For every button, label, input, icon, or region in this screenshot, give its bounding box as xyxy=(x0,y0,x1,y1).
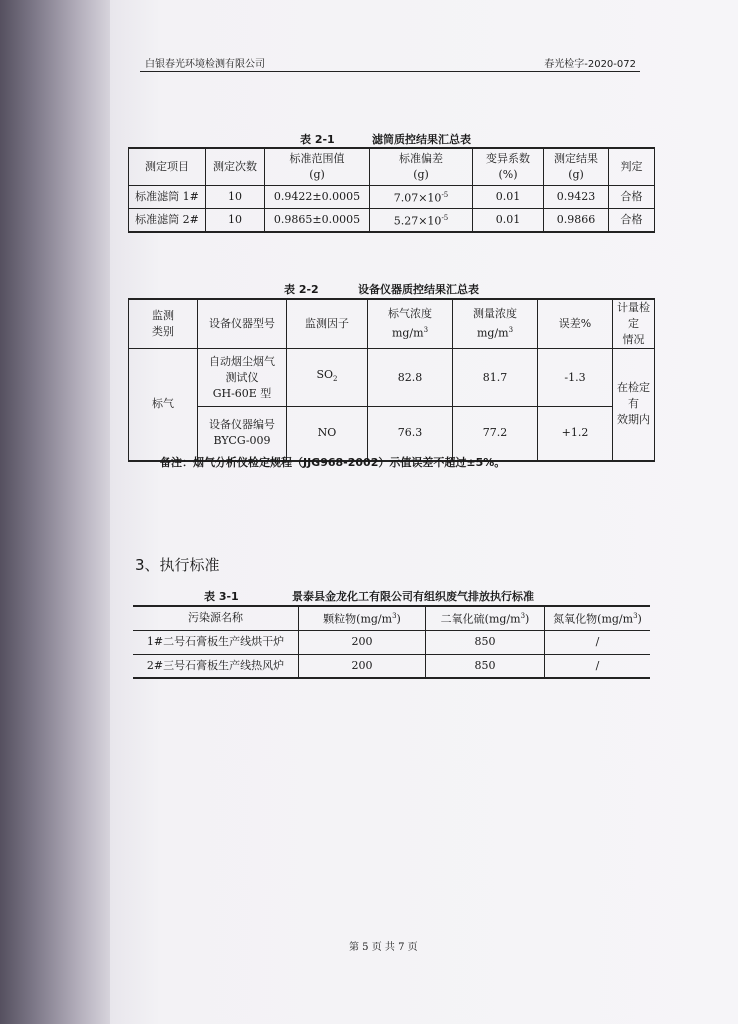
column-header: 标气浓度 $mg/m^3$ xyxy=(368,299,453,349)
calibration-cell: 在检定有 效期内 xyxy=(613,349,655,461)
table-cell: 10 xyxy=(206,209,265,232)
column-header: 标准偏差 (g) xyxy=(370,148,473,186)
table-row xyxy=(133,630,650,654)
column-header: 测定结果 (g) xyxy=(544,148,609,186)
device-number-cell: 设备仪器编号 BYCG-009 xyxy=(198,407,287,461)
table3-number: 表 3-1 xyxy=(204,590,239,603)
column-header: 标准范围值 (g) xyxy=(265,148,370,186)
device-model-cell: 自动烟尘烟气 测试仪 GH-60E 型 xyxy=(198,349,287,407)
table-row xyxy=(133,654,650,678)
table-cell: $SO_2$ xyxy=(287,349,368,407)
table1-title: 滤筒质控结果汇总表 xyxy=(372,133,471,146)
page-footer: 第 5 页 共 7 页 xyxy=(349,942,418,953)
table-header-row xyxy=(129,148,655,186)
emission-standard-table xyxy=(133,605,650,679)
document-number: 春光检字-2020-072 xyxy=(544,59,636,70)
section-title: 3、执行标准 xyxy=(135,556,220,574)
column-header: 二氧化硫$(mg/m^3)$ xyxy=(426,606,545,630)
table-row xyxy=(129,186,655,209)
table-note: 备注：烟气分析仪检定规程（JJG968-2002）示值误差不超过±5%。 xyxy=(160,456,506,469)
table-cell: 合格 xyxy=(609,209,655,232)
table3-title: 景泰县金龙化工有限公司有组织废气排放执行标准 xyxy=(292,590,534,603)
column-header: 测定项目 xyxy=(129,148,206,186)
table-cell: -1.3 xyxy=(538,349,613,407)
table-cell: 81.7 xyxy=(453,349,538,407)
table-cell: 0.9423 xyxy=(544,186,609,209)
table-cell: 76.3 xyxy=(368,407,453,461)
table-cell: 200 xyxy=(299,654,426,678)
column-header: 氮氧化物$(mg/m^3)$ xyxy=(545,606,651,630)
column-header: 颗粒物$(mg/m^3)$ xyxy=(299,606,426,630)
header-rule xyxy=(140,71,640,72)
column-header: 设备仪器型号 xyxy=(198,299,287,349)
category-cell: 标气 xyxy=(129,349,198,461)
table-cell: 0.9866 xyxy=(544,209,609,232)
column-header: 污染源名称 xyxy=(133,606,299,630)
table-row xyxy=(129,349,655,407)
column-header: 变异系数 (%) xyxy=(473,148,544,186)
table-header-row xyxy=(129,299,655,349)
table-cell: 0.9865±0.0005 xyxy=(265,209,370,232)
table1-number: 表 2-1 xyxy=(300,133,335,146)
table-cell: 850 xyxy=(426,630,545,654)
table-cell: 0.01 xyxy=(473,186,544,209)
book-spine-shadow xyxy=(0,0,112,1024)
table-cell: 标准滤筒 2# xyxy=(129,209,206,232)
table2-number: 表 2-2 xyxy=(284,283,319,296)
table-cell: $5.27\times 10^{-5}$ xyxy=(370,209,473,232)
column-header: 判定 xyxy=(609,148,655,186)
table-cell: $7.07\times 10^{-5}$ xyxy=(370,186,473,209)
table-row xyxy=(129,407,655,461)
table-row xyxy=(129,209,655,232)
page-header xyxy=(140,53,640,71)
table-cell: 10 xyxy=(206,186,265,209)
table-cell: / xyxy=(545,654,651,678)
table-cell: 2#三号石膏板生产线热风炉 xyxy=(133,654,299,678)
table2-title: 设备仪器质控结果汇总表 xyxy=(358,283,479,296)
table-cell: +1.2 xyxy=(538,407,613,461)
table-cell: NO xyxy=(287,407,368,461)
table-cell: 标准滤筒 1# xyxy=(129,186,206,209)
column-header: 计量检定 情况 xyxy=(613,299,655,349)
table-cell: 0.9422±0.0005 xyxy=(265,186,370,209)
column-header: 测量浓度 $mg/m^3$ xyxy=(453,299,538,349)
column-header: 监测 类别 xyxy=(129,299,198,349)
table-cell: / xyxy=(545,630,651,654)
column-header: 监测因子 xyxy=(287,299,368,349)
column-header: 测定次数 xyxy=(206,148,265,186)
table-cell: 1#二号石膏板生产线烘干炉 xyxy=(133,630,299,654)
company-name: 白银春光环境检测有限公司 xyxy=(145,59,265,70)
table-cell: 77.2 xyxy=(453,407,538,461)
table-cell: 82.8 xyxy=(368,349,453,407)
table-cell: 合格 xyxy=(609,186,655,209)
equipment-qc-table xyxy=(128,298,655,462)
table-cell: 0.01 xyxy=(473,209,544,232)
table-cell: 850 xyxy=(426,654,545,678)
filter-qc-table xyxy=(128,147,655,233)
table-cell: 200 xyxy=(299,630,426,654)
table-header-row xyxy=(133,606,650,630)
column-header: 误差% xyxy=(538,299,613,349)
